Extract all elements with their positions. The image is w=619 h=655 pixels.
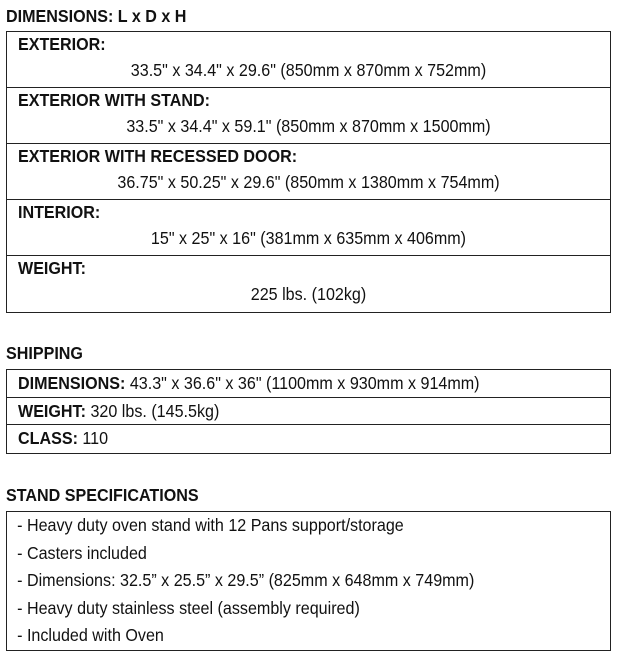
shipping-title: SHIPPING: [6, 343, 83, 363]
shipping-label: CLASS:: [18, 428, 78, 448]
shipping-value: 320 lbs. (145.5kg): [85, 400, 220, 421]
shipping-value: 43.3" x 36.6" x 36" (1100mm x 930mm x 914mm): [125, 373, 480, 393]
shipping-label: WEIGHT:: [18, 400, 86, 421]
dimension-value: 33.5" x 34.4" x 29.6" (850mm x 870mm x 752mm): [130, 60, 487, 80]
stand-specifications-title: STAND SPECIFICATIONS: [6, 485, 199, 505]
shipping-row-weight: [7, 398, 610, 426]
stand-spec-item: - Casters included: [17, 542, 147, 563]
stand-spec-item: - Heavy duty oven stand with 12 Pans support/storage: [17, 515, 404, 535]
shipping-row-class: [7, 425, 610, 453]
dimension-label: INTERIOR:: [18, 202, 101, 222]
dimension-label: EXTERIOR WITH RECESSED DOOR:: [18, 146, 298, 166]
dimension-row-exterior-recessed-door: [7, 144, 610, 200]
shipping-table: [6, 369, 611, 454]
shipping-row-dimensions: [7, 370, 610, 398]
dimension-row-interior: [7, 200, 610, 256]
shipping-value: 110: [77, 428, 109, 448]
stand-spec-item: - Included with Oven: [17, 625, 164, 645]
dimension-value: 225 lbs. (102kg): [250, 284, 367, 304]
shipping-label: DIMENSIONS:: [18, 373, 126, 393]
dimension-value: 33.5" x 34.4" x 59.1" (850mm x 870mm x 1500mm): [126, 116, 491, 136]
dimension-label: WEIGHT:: [18, 258, 86, 278]
dimension-label: EXTERIOR WITH STAND:: [18, 90, 211, 110]
dimension-label: EXTERIOR:: [18, 34, 106, 54]
dimension-row-exterior-with-stand: [7, 88, 610, 144]
dimension-value: 15" x 25" x 16" (381mm x 635mm x 406mm): [150, 228, 467, 248]
dimension-row-exterior: [7, 32, 610, 88]
dimension-row-weight: [7, 256, 610, 312]
stand-spec-item: - Dimensions: 32.5” x 25.5” x 29.5” (825mm x 648mm x 749mm): [17, 570, 475, 590]
stand-specifications-list: [6, 511, 611, 651]
dimensions-title: DIMENSIONS: L x D x H: [6, 6, 187, 26]
dimension-value: 36.75" x 50.25" x 29.6" (850mm x 1380mm x 754mm): [117, 172, 500, 192]
stand-spec-item: - Heavy duty stainless steel (assembly required): [17, 597, 360, 618]
dimensions-table: [6, 31, 611, 313]
